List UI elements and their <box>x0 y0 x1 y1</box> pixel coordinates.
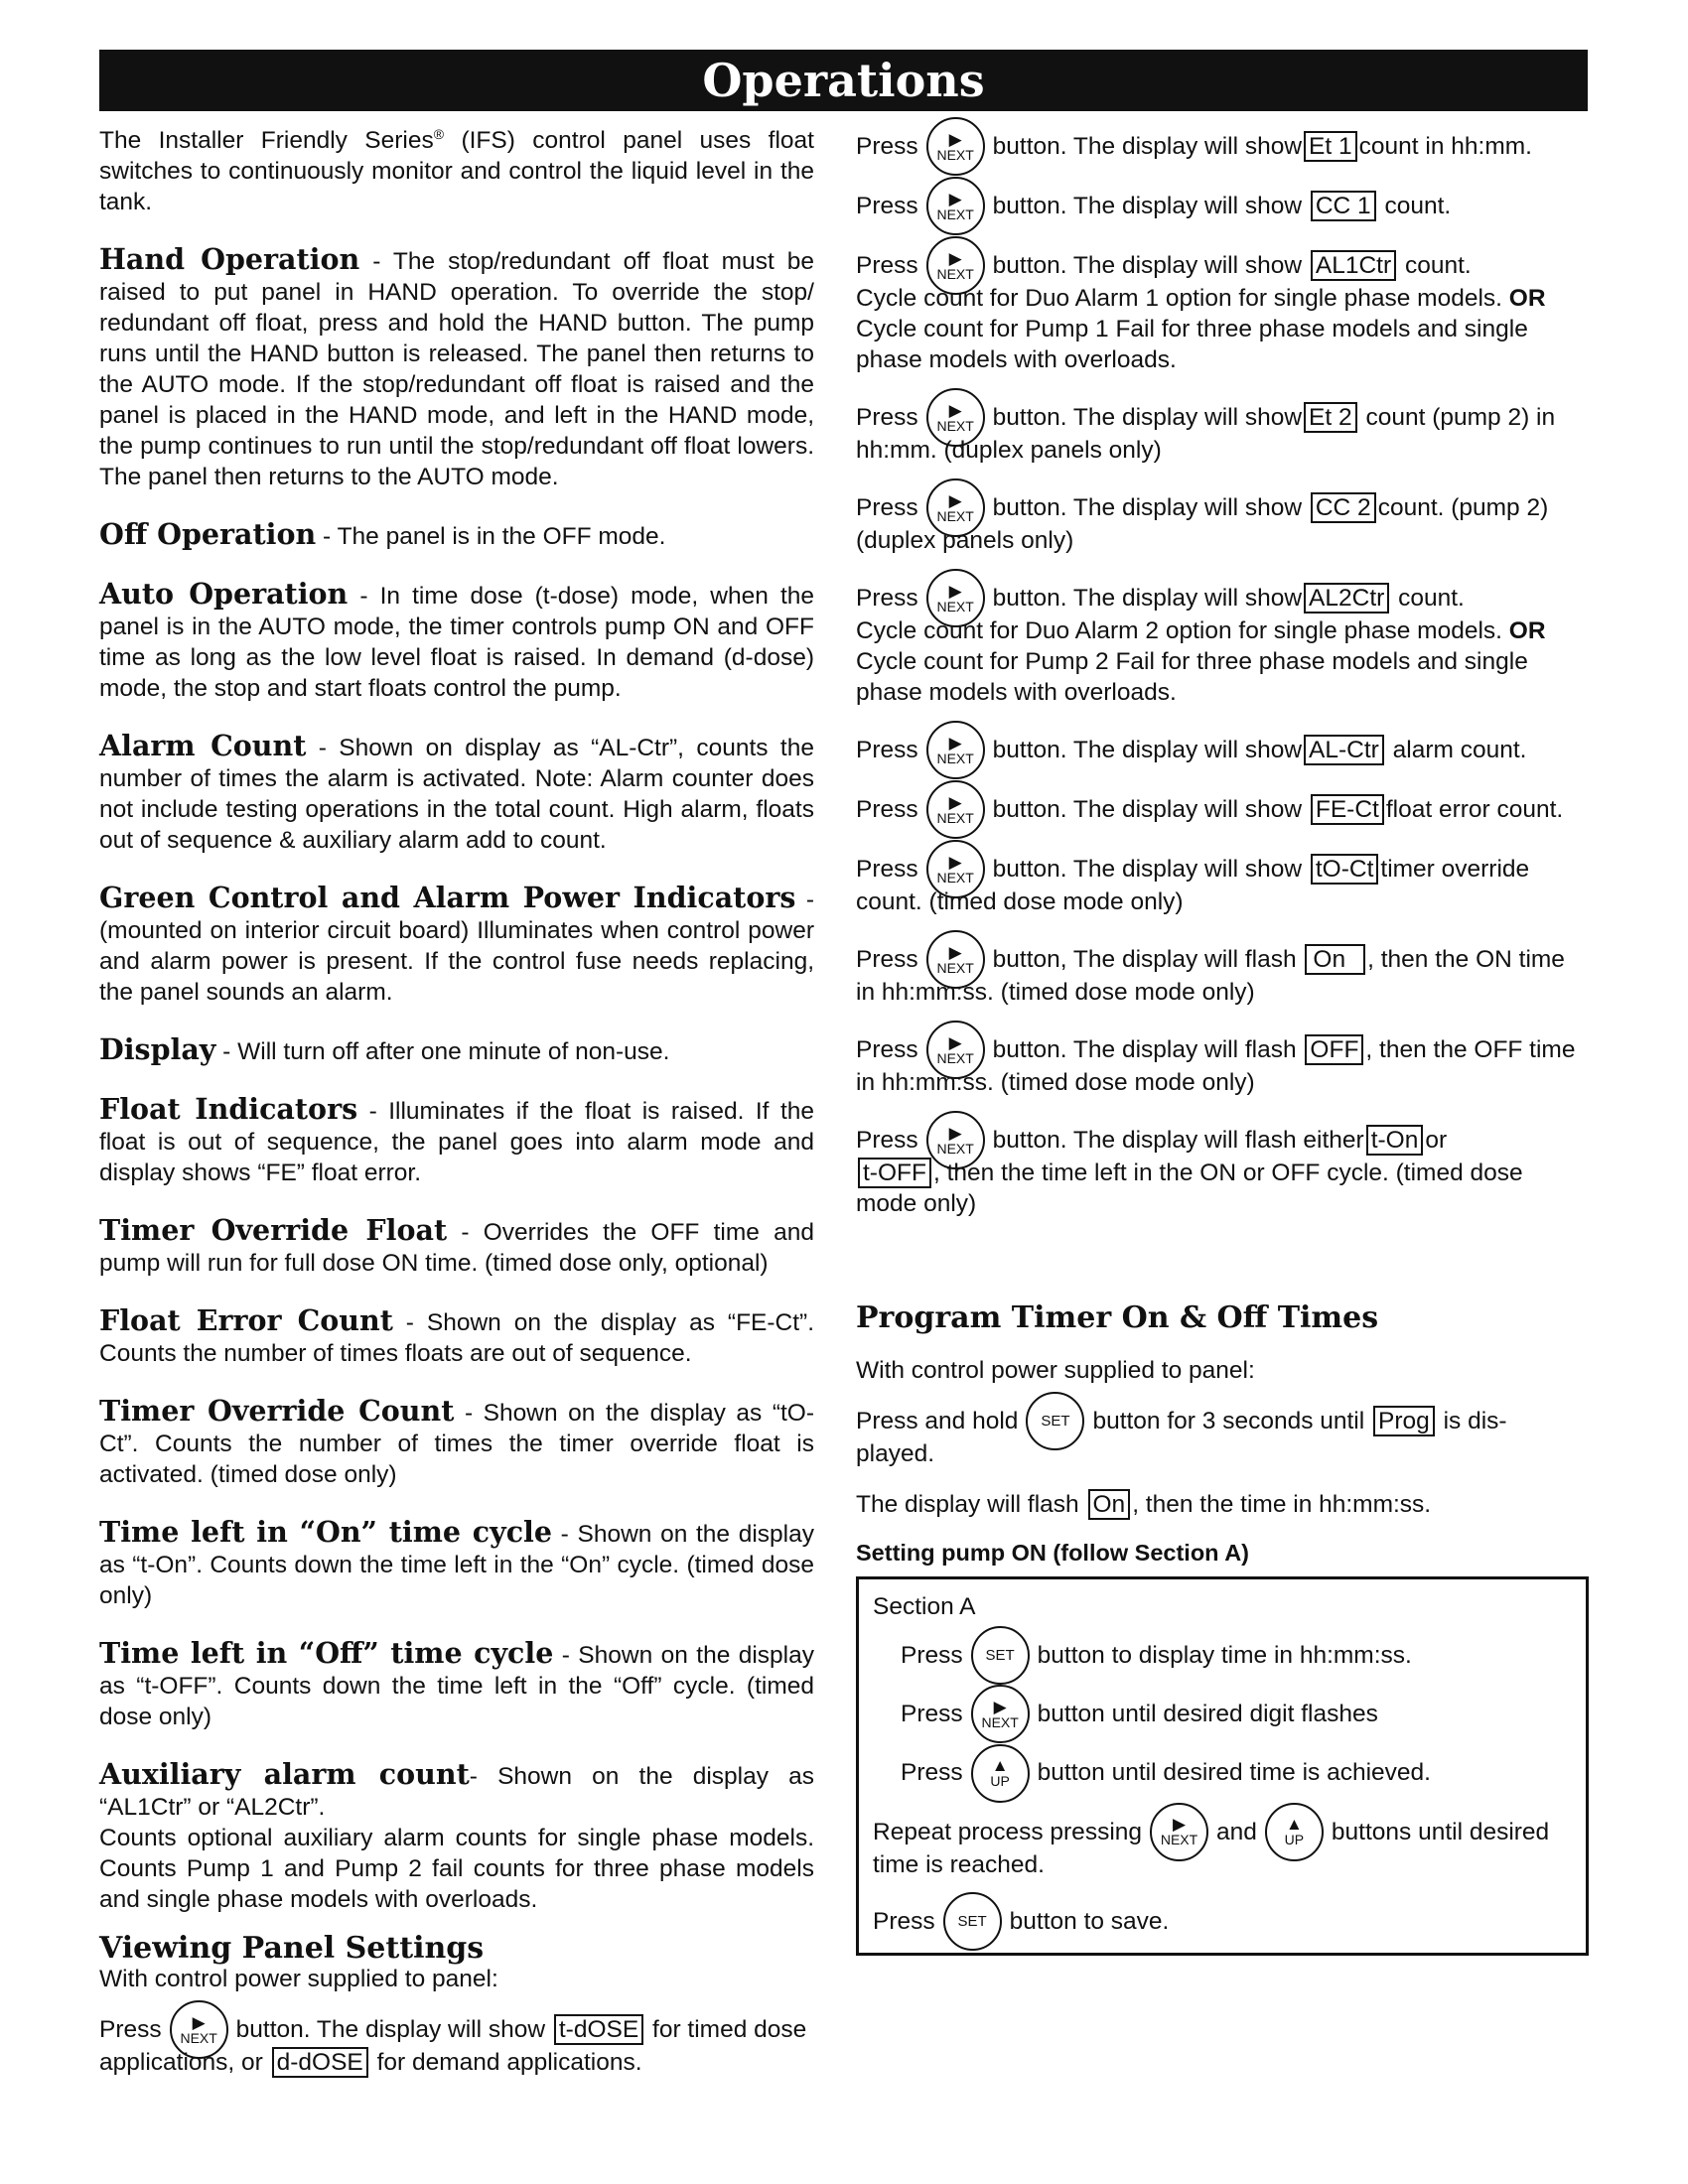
up-button-icon: ▲ UP <box>971 1744 1030 1803</box>
next-button-icon: ▶ NEXT <box>926 388 985 447</box>
setting-row: Press ▶ NEXT button. The display will flash either t-On or t-OFF , then the time left in the ON or OFF cycle. (timed dose mode only) <box>856 1125 1589 1219</box>
setting-row: Press ▶ NEXT button, The display will flash On , then the ON time in hh:mm:ss. (timed dose mode only) <box>856 944 1589 1008</box>
next-button-icon: ▶ NEXT <box>926 930 985 989</box>
intro-paragraph: The Installer Friendly Series® (IFS) control panel uses float switches to continuously monitor and control the liquid level in the tank. <box>99 126 814 216</box>
time-on-heading: Time left in “On” time cycle <box>99 1515 553 1550</box>
display-box: t-dOSE <box>554 2014 643 2045</box>
alarm-count-heading: Alarm Count <box>99 729 307 763</box>
viewing-subtext: With control power supplied to panel: <box>99 1966 498 1993</box>
right-column <box>856 119 1589 1956</box>
section-a-step: Press SET button to display time in hh:mm:ss. <box>873 1640 1572 1673</box>
set-button-icon: SET <box>1026 1392 1084 1450</box>
display-box: CC 2 <box>1311 492 1376 523</box>
display-note: Display - Will turn off after one minute of non-use. <box>99 1032 670 1067</box>
hand-heading: Hand Operation <box>99 242 360 277</box>
setting-row: Press ▶ NEXT button. The display will show FE-Ct float error count. <box>856 794 1589 827</box>
auto-heading: Auto Operation <box>99 577 349 612</box>
display-box: t-OFF <box>858 1158 931 1188</box>
section-a-step: Press ▶ NEXT button until desired digit flashes <box>873 1699 1572 1731</box>
green-heading: Green Control and Alarm Power Indicators <box>99 881 796 915</box>
display-box: tO-Ct <box>1311 854 1379 885</box>
program-timer-section <box>856 1302 1589 1955</box>
section-a-step: Press ▲ UP button until desired time is achieved. <box>873 1757 1572 1790</box>
next-button-icon: ▶ NEXT <box>926 840 985 898</box>
display-box: Et 1 <box>1304 131 1357 162</box>
display-box: Prog <box>1373 1406 1435 1436</box>
display-box: On <box>1088 1489 1131 1520</box>
page-title-banner: Operations <box>99 50 1588 111</box>
timer-override-float: Timer Override Float - Overrides the OFF time and pump will run for full dose ON time. (timed dose only, optional) <box>99 1213 814 1278</box>
program-subtext: With control power supplied to panel: <box>856 1357 1255 1385</box>
display-box: FE-Ct <box>1311 794 1384 825</box>
timer-float-heading: Timer Override Float <box>99 1213 448 1248</box>
next-button-icon: ▶ NEXT <box>926 569 985 627</box>
next-button-icon: ▶ NEXT <box>926 721 985 779</box>
display-box: CC 1 <box>1311 191 1376 221</box>
display-box: AL-Ctr <box>1304 735 1384 765</box>
up-button-icon: ▲ UP <box>1265 1803 1324 1861</box>
display-box: AL2Ctr <box>1304 583 1389 614</box>
time-left-off: Time left in “Off” time cycle - Shown on the display as “t-OFF”. Counts down the time left in the “Off” cycle. (timed dose only) <box>99 1636 814 1731</box>
off-operation: Off Operation - The panel is in the OFF mode. <box>99 517 666 552</box>
display-box: Et 2 <box>1304 402 1357 433</box>
section-a-box <box>856 1576 1589 1955</box>
float-indicators: Float Indicators - Illuminates if the float is raised. If the float is out of sequence, the panel goes into alarm mode and display shows “FE” float error. <box>99 1092 815 1187</box>
next-button-icon: ▶ NEXT <box>170 2000 228 2059</box>
set-button-icon: SET <box>971 1626 1030 1685</box>
time-off-heading: Time left in “Off” time cycle <box>99 1636 554 1671</box>
time-left-on: Time left in “On” time cycle - Shown on the display as “t-On”. Counts down the time left in the “On” cycle. (timed dose only) <box>99 1515 814 1610</box>
display-box: d-dOSE <box>272 2047 368 2078</box>
program-flash-instruction: The display will flash On , then the time in hh:mm:ss. <box>856 1491 1432 1519</box>
setting-row: Press ▶ NEXT button. The display will show tO-Ct timer override count. (timed dose mode only) <box>856 854 1589 917</box>
viewing-instruction: Press ▶ NEXT button. The display will show t-dOSE for timed dose applications, or d-dOSE for demand applications. <box>99 2014 814 2078</box>
next-button-icon: ▶ NEXT <box>1150 1803 1208 1861</box>
float-error-heading: Float Error Count <box>99 1303 393 1338</box>
display-heading: Display <box>99 1032 216 1067</box>
off-heading: Off Operation <box>99 517 317 552</box>
next-button-icon: ▶ NEXT <box>926 1021 985 1079</box>
program-heading: Program Timer On & Off Times <box>856 1300 1379 1336</box>
setting-row: Press ▶ NEXT button. The display will show AL2Ctr count. Cycle count for Duo Alarm 2 option for single phase models. OR Cycle count for Pump 2 Fail for three phase models and single phase models with overloads. <box>856 583 1589 708</box>
setting-row: Press ▶ NEXT button. The display will show Et 1 count in hh:mm. <box>856 131 1589 164</box>
alarm-count: Alarm Count - Shown on display as “AL-Ctr”, counts the number of times the alarm is activated. Note: Alarm counter does not include testing operations in the total count. High alarm, floats out of sequence & auxiliary alarm add to count. <box>99 729 814 855</box>
green-indicators: Green Control and Alarm Power Indicators - (mounted on interior circuit board) Illuminates when control power and alarm power is present. If the control fuse needs replacing, the panel sounds an alarm. <box>99 881 814 1007</box>
setting-row: Press ▶ NEXT button. The display will flash OFF , then the OFF time in hh:mm:ss. (timed dose mode only) <box>856 1034 1589 1098</box>
auto-operation: Auto Operation - In time dose (t-dose) mode, when the panel is in the AUTO mode, the timer controls pump ON and OFF time as long as the low level float is raised. In demand (d-dose) mode, the stop and start floats control the pump. <box>99 577 814 703</box>
left-column <box>99 119 814 2078</box>
display-box: AL1Ctr <box>1311 250 1396 281</box>
setting-row: Press ▶ NEXT button. The display will show AL-Ctr alarm count. <box>856 735 1589 767</box>
timer-count-heading: Timer Override Count <box>99 1394 455 1429</box>
float-indicators-heading: Float Indicators <box>99 1092 358 1127</box>
viewing-panel-settings <box>99 1933 814 2078</box>
timer-override-count: Timer Override Count - Shown on the display as “tO-Ct”. Counts the number of times the timer override float is activated. (timed dose only) <box>99 1394 814 1489</box>
next-button-icon: ▶ NEXT <box>926 780 985 839</box>
setting-row: Press ▶ NEXT button. The display will show AL1Ctr count. Cycle count for Duo Alarm 1 option for single phase models. OR Cycle count for Pump 1 Fail for three phase models and single phase models with overloads. <box>856 250 1589 375</box>
auxiliary-alarm-count: Auxiliary alarm count- Shown on the display as “AL1Ctr” or “AL2Ctr”. Counts optional auxiliary alarm counts for single phase models. Counts Pump 1 and Pump 2 fail counts for three phase models and single phase models with overloads. <box>99 1757 814 1914</box>
setting-row: Press ▶ NEXT button. The display will show CC 1 count. <box>856 191 1589 223</box>
hand-operation: Hand Operation - The stop/redundant off float must be raised to put panel in HAND operation. To override the stop/ redundant off float, press and hold the HAND button. The pump runs until the HAND button is released. The panel then returns to the AUTO mode. If the stop/redundant off float is raised and the panel is placed in the HAND mode, and left in the HAND mode, the pump continues to run until the stop/redundant off float lowers. The panel then returns to the AUTO mode. <box>99 242 814 491</box>
next-button-icon: ▶ NEXT <box>971 1685 1030 1743</box>
display-box: OFF <box>1305 1034 1363 1065</box>
program-hold-instruction: Press and hold SET button for 3 seconds until Prog is dis- played. <box>856 1406 1589 1469</box>
setting-row: Press ▶ NEXT button. The display will show Et 2 count (pump 2) in hh:mm. (duplex panels only) <box>856 402 1589 466</box>
next-button-icon: ▶ NEXT <box>926 117 985 176</box>
section-a-save: Press SET button to save. <box>873 1906 1572 1939</box>
float-error-count: Float Error Count - Shown on the display as “FE-Ct”. Counts the number of times floats are out of sequence. <box>99 1303 814 1368</box>
setting-row: Press ▶ NEXT button. The display will show CC 2 count. (pump 2) (duplex panels only) <box>856 492 1589 556</box>
next-button-icon: ▶ NEXT <box>926 478 985 537</box>
set-button-icon: SET <box>943 1892 1002 1951</box>
viewing-heading: Viewing Panel Settings <box>99 1931 485 1967</box>
display-box: On <box>1305 944 1365 975</box>
next-button-icon: ▶ NEXT <box>926 236 985 295</box>
aux-heading: Auxiliary alarm count <box>99 1757 470 1792</box>
display-box: t-On <box>1366 1125 1424 1156</box>
setting-pump-on-label: Setting pump ON (follow Section A) <box>856 1540 1249 1567</box>
section-a-title: Section A <box>873 1593 976 1621</box>
next-button-icon: ▶ NEXT <box>926 1111 985 1169</box>
next-button-icon: ▶ NEXT <box>926 177 985 235</box>
section-a-repeat: Repeat process pressing ▶ NEXT and ▲ UP buttons until desired time is reached. <box>873 1817 1572 1880</box>
